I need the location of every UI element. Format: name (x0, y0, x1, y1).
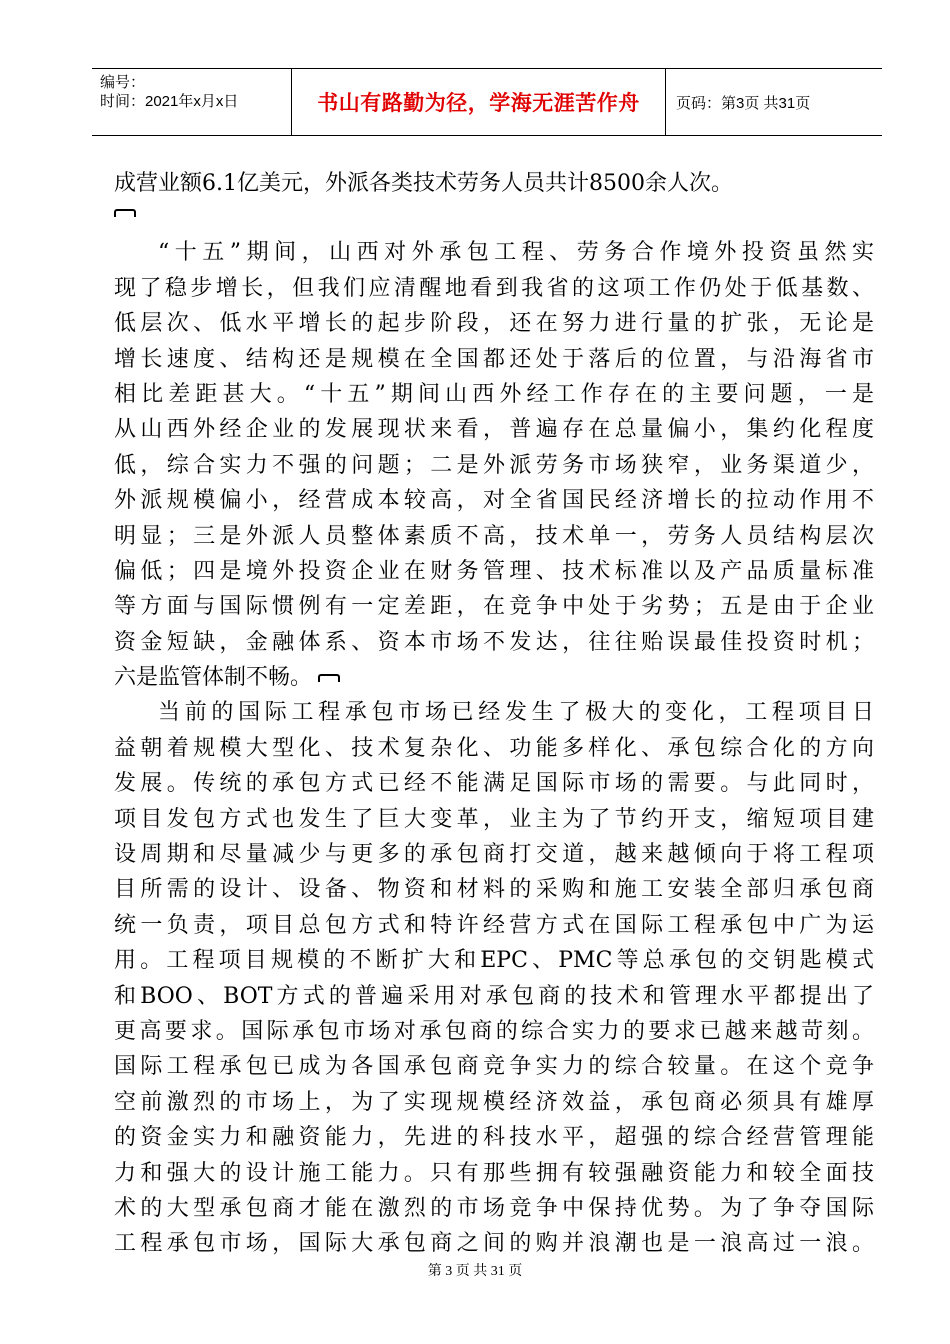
document-date-label: 时间：2021年x月x日 (100, 93, 239, 110)
text-line: 国际工程承包已成为各国承包商竞争实力的综合较量。在这个竞争 (114, 1054, 874, 1080)
text-line: 和BOO、BOT方式的普遍采用对承包商的技术和管理水平都提出了 (114, 983, 874, 1009)
text-line: 明显；三是外派人员整体素质不高，技术单一，劳务人员结构层次 (114, 523, 874, 549)
paragraph-mark-icon (114, 209, 136, 217)
text-line: 更高要求。国际承包市场对承包商的综合实力的要求已越来越苛刻。 (114, 1018, 874, 1044)
text-line: 相比差距甚大。“十五”期间山西外经工作存在的主要问题，一是 (114, 381, 874, 407)
text-line: 六是监管体制不畅。 (114, 665, 313, 691)
paragraph-mark-row (114, 201, 874, 235)
text-line: 的资金实力和融资能力，先进的科技水平，超强的综合经营管理能 (114, 1125, 874, 1151)
document-number-label: 编号： (100, 74, 146, 91)
text-line-with-mark (114, 660, 874, 695)
header-meta-cell (92, 69, 292, 135)
text-line: 力和强大的设计施工能力。只有那些拥有较强融资能力和较全面技 (114, 1160, 874, 1186)
text-line: 发展。传统的承包方式已经不能满足国际市场的需要。与此同时， (114, 771, 874, 797)
document-body (114, 166, 874, 1262)
text-line: 设周期和尽量减少与更多的承包商打交道，越来越倾向于将工程项 (114, 842, 874, 868)
text-line: 增长速度、结构还是规模在全国都还处于落后的位置，与沿海省市 (114, 346, 874, 372)
text-line: 当前的国际工程承包市场已经发生了极大的变化，工程项目日 (158, 700, 874, 726)
text-line: 资金短缺，金融体系、资本市场不发达，往往贻误最佳投资时机； (114, 629, 874, 655)
text-line: 成营业额6.1亿美元，外派各类技术劳务人员共计8500余人次。 (114, 171, 733, 196)
text-line: 益朝着规模大型化、技术复杂化、功能多样化、承包综合化的方向 (114, 735, 874, 761)
text-line: 低，综合实力不强的问题；二是外派劳务市场狭窄，业务渠道少， (114, 452, 874, 478)
text-line: 工程承包市场，国际大承包商之间的购并浪潮也是一浪高过一浪。 (114, 1231, 874, 1257)
paragraph-mark-icon (318, 674, 340, 682)
text-line: 等方面与国际惯例有一定差距，在竞争中处于劣势；五是由于企业 (114, 594, 874, 620)
page-footer: 第 3 页 共 31 页 (427, 1264, 523, 1279)
text-line: 项目发包方式也发生了巨大变革，业主为了节约开支，缩短项目建 (114, 806, 874, 832)
text-line: 从山西外经企业的发展现状来看，普遍存在总量偏小，集约化程度 (114, 417, 874, 443)
header-motto: 书山有路勤为径，学海无涯苦作舟 (317, 91, 640, 115)
text-line: 低层次、低水平增长的起步阶段，还在努力进行量的扩张，无论是 (114, 311, 874, 337)
text-line: 统一负责，项目总包方式和特许经营方式在国际工程承包中广为运 (114, 912, 874, 938)
text-line: 用。工程项目规模的不断扩大和EPC、PMC等总承包的交钥匙模式 (114, 948, 874, 974)
text-line: 偏低；四是境外投资企业在财务管理、技术标准以及产品质量标准 (114, 558, 874, 584)
text-line: “十五”期间，山西对外承包工程、劳务合作境外投资虽然实 (158, 240, 874, 266)
text-line: 空前激烈的市场上，为了实现规模经济效益，承包商必须具有雄厚 (114, 1089, 874, 1115)
text-line: 外派规模偏小，经营成本较高，对全省国民经济增长的拉动作用不 (114, 488, 874, 514)
text-line: 现了稳步增长，但我们应清醒地看到我省的这项工作仍处于低基数、 (114, 275, 874, 301)
text-line: 目所需的设计、设备、物资和材料的采购和施工安装全部归承包商 (114, 877, 874, 903)
header-motto-cell (292, 69, 666, 135)
text-line: 术的大型承包商才能在激烈的市场竞争中保持优势。为了争夺国际 (114, 1195, 874, 1221)
page-header (92, 68, 882, 136)
header-page-cell (666, 69, 882, 135)
header-page-code: 页码：第3页 共31页 (676, 94, 811, 112)
